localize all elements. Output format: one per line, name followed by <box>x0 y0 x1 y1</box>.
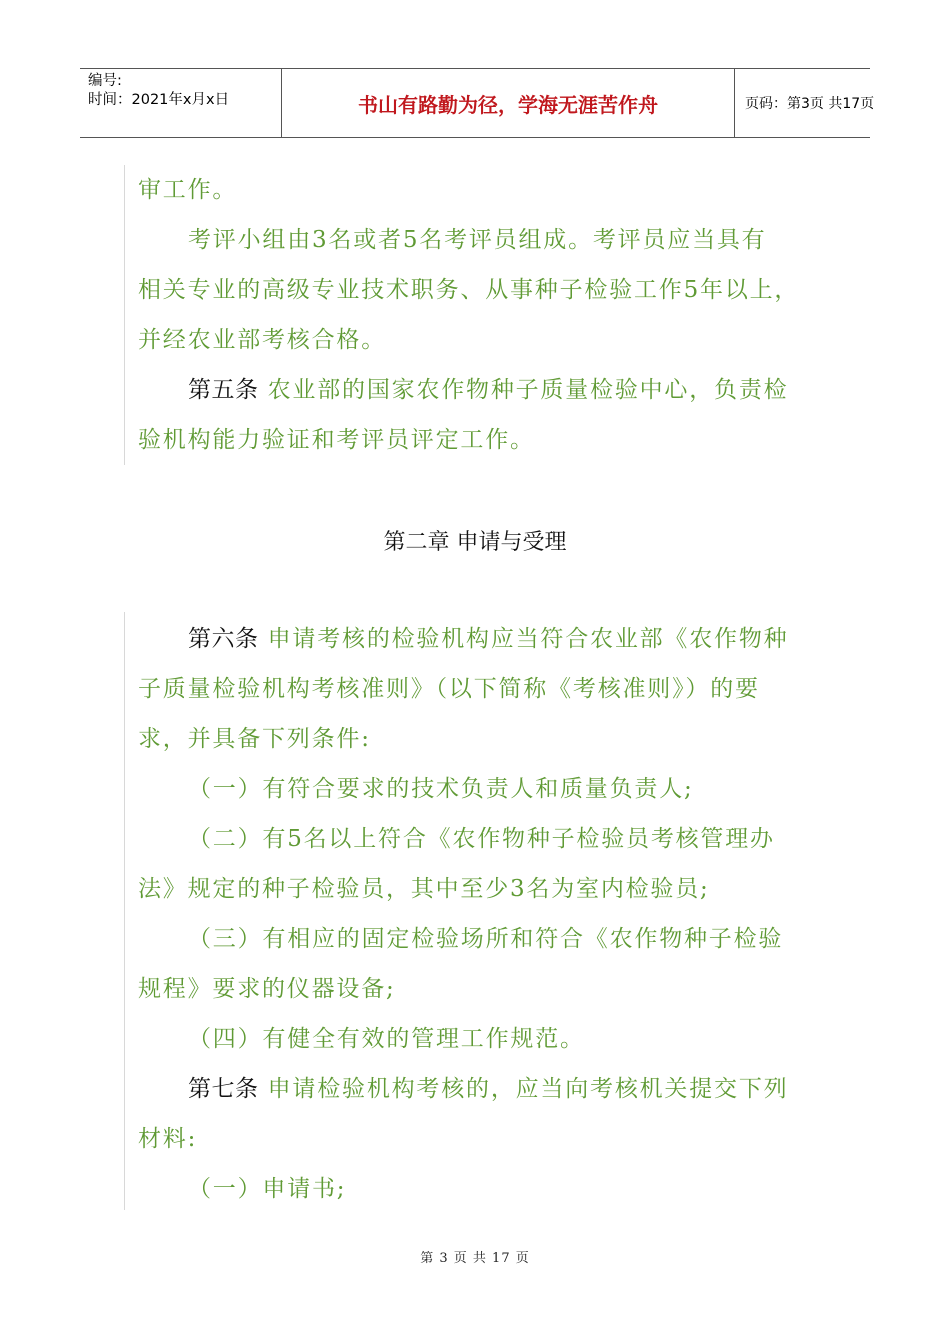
text-line: （二）有5名以上符合《农作物种子检验员考核管理办 <box>188 826 775 852</box>
header-page-info: 页码：第3页 共17页 <box>745 96 875 112</box>
text-line: （三）有相应的固定检验场所和符合《农作物种子检验 <box>188 926 784 952</box>
text-line: 规程》要求的仪器设备; <box>138 976 396 1002</box>
page-header <box>80 68 875 138</box>
chapter-title: 第二章 申请与受理 <box>383 530 567 555</box>
text-line: 材料: <box>138 1126 198 1152</box>
text-block-2 <box>124 612 789 1210</box>
text-line: 求，并具备下列条件: <box>138 726 371 752</box>
text-block-1 <box>124 165 800 465</box>
time-label: 时间：2021年x月x日 <box>88 92 230 108</box>
article-6-text: 申请考核的检验机构应当符合农业部《农作物种 <box>267 626 789 652</box>
article-5-line <box>188 375 788 405</box>
article-6-label: 第六条 <box>188 626 259 652</box>
article-5-label: 第五条 <box>188 377 259 403</box>
text-line: 审工作。 <box>138 177 238 203</box>
text-line: 子质量检验机构考核准则》（以下简称《考核准则》）的要 <box>138 676 760 702</box>
header-meta <box>80 69 282 137</box>
article-5-text: 农业部的国家农作物种子质量检验中心，负责检 <box>267 377 789 403</box>
text-line: 考评小组由3名或者5名考评员组成。考评员应当具有 <box>188 227 767 253</box>
header-motto: 书山有路勤为径，学海无涯苦作舟 <box>282 69 735 137</box>
text-line: （一）有符合要求的技术负责人和质量负责人; <box>188 776 694 802</box>
text-line: （一）申请书; <box>188 1176 347 1202</box>
text-line: 验机构能力验证和考评员评定工作。 <box>138 427 535 453</box>
number-label: 编号: <box>88 73 122 89</box>
article-6-line <box>188 624 788 654</box>
text-line: 并经农业部考核合格。 <box>138 327 386 353</box>
text-line: 法》规定的种子检验员，其中至少3名为室内检验员; <box>138 876 710 902</box>
article-7-text: 申请检验机构考核的，应当向考核机关提交下列 <box>267 1076 789 1102</box>
text-line: （四）有健全有效的管理工作规范。 <box>188 1026 585 1052</box>
text-line: 相关专业的高级专业技术职务、从事种子检验工作5年以上， <box>138 277 800 303</box>
article-7-label: 第七条 <box>188 1076 259 1102</box>
article-7-line <box>188 1074 788 1104</box>
page-footer: 第 3 页 共 17 页 <box>420 1251 530 1266</box>
